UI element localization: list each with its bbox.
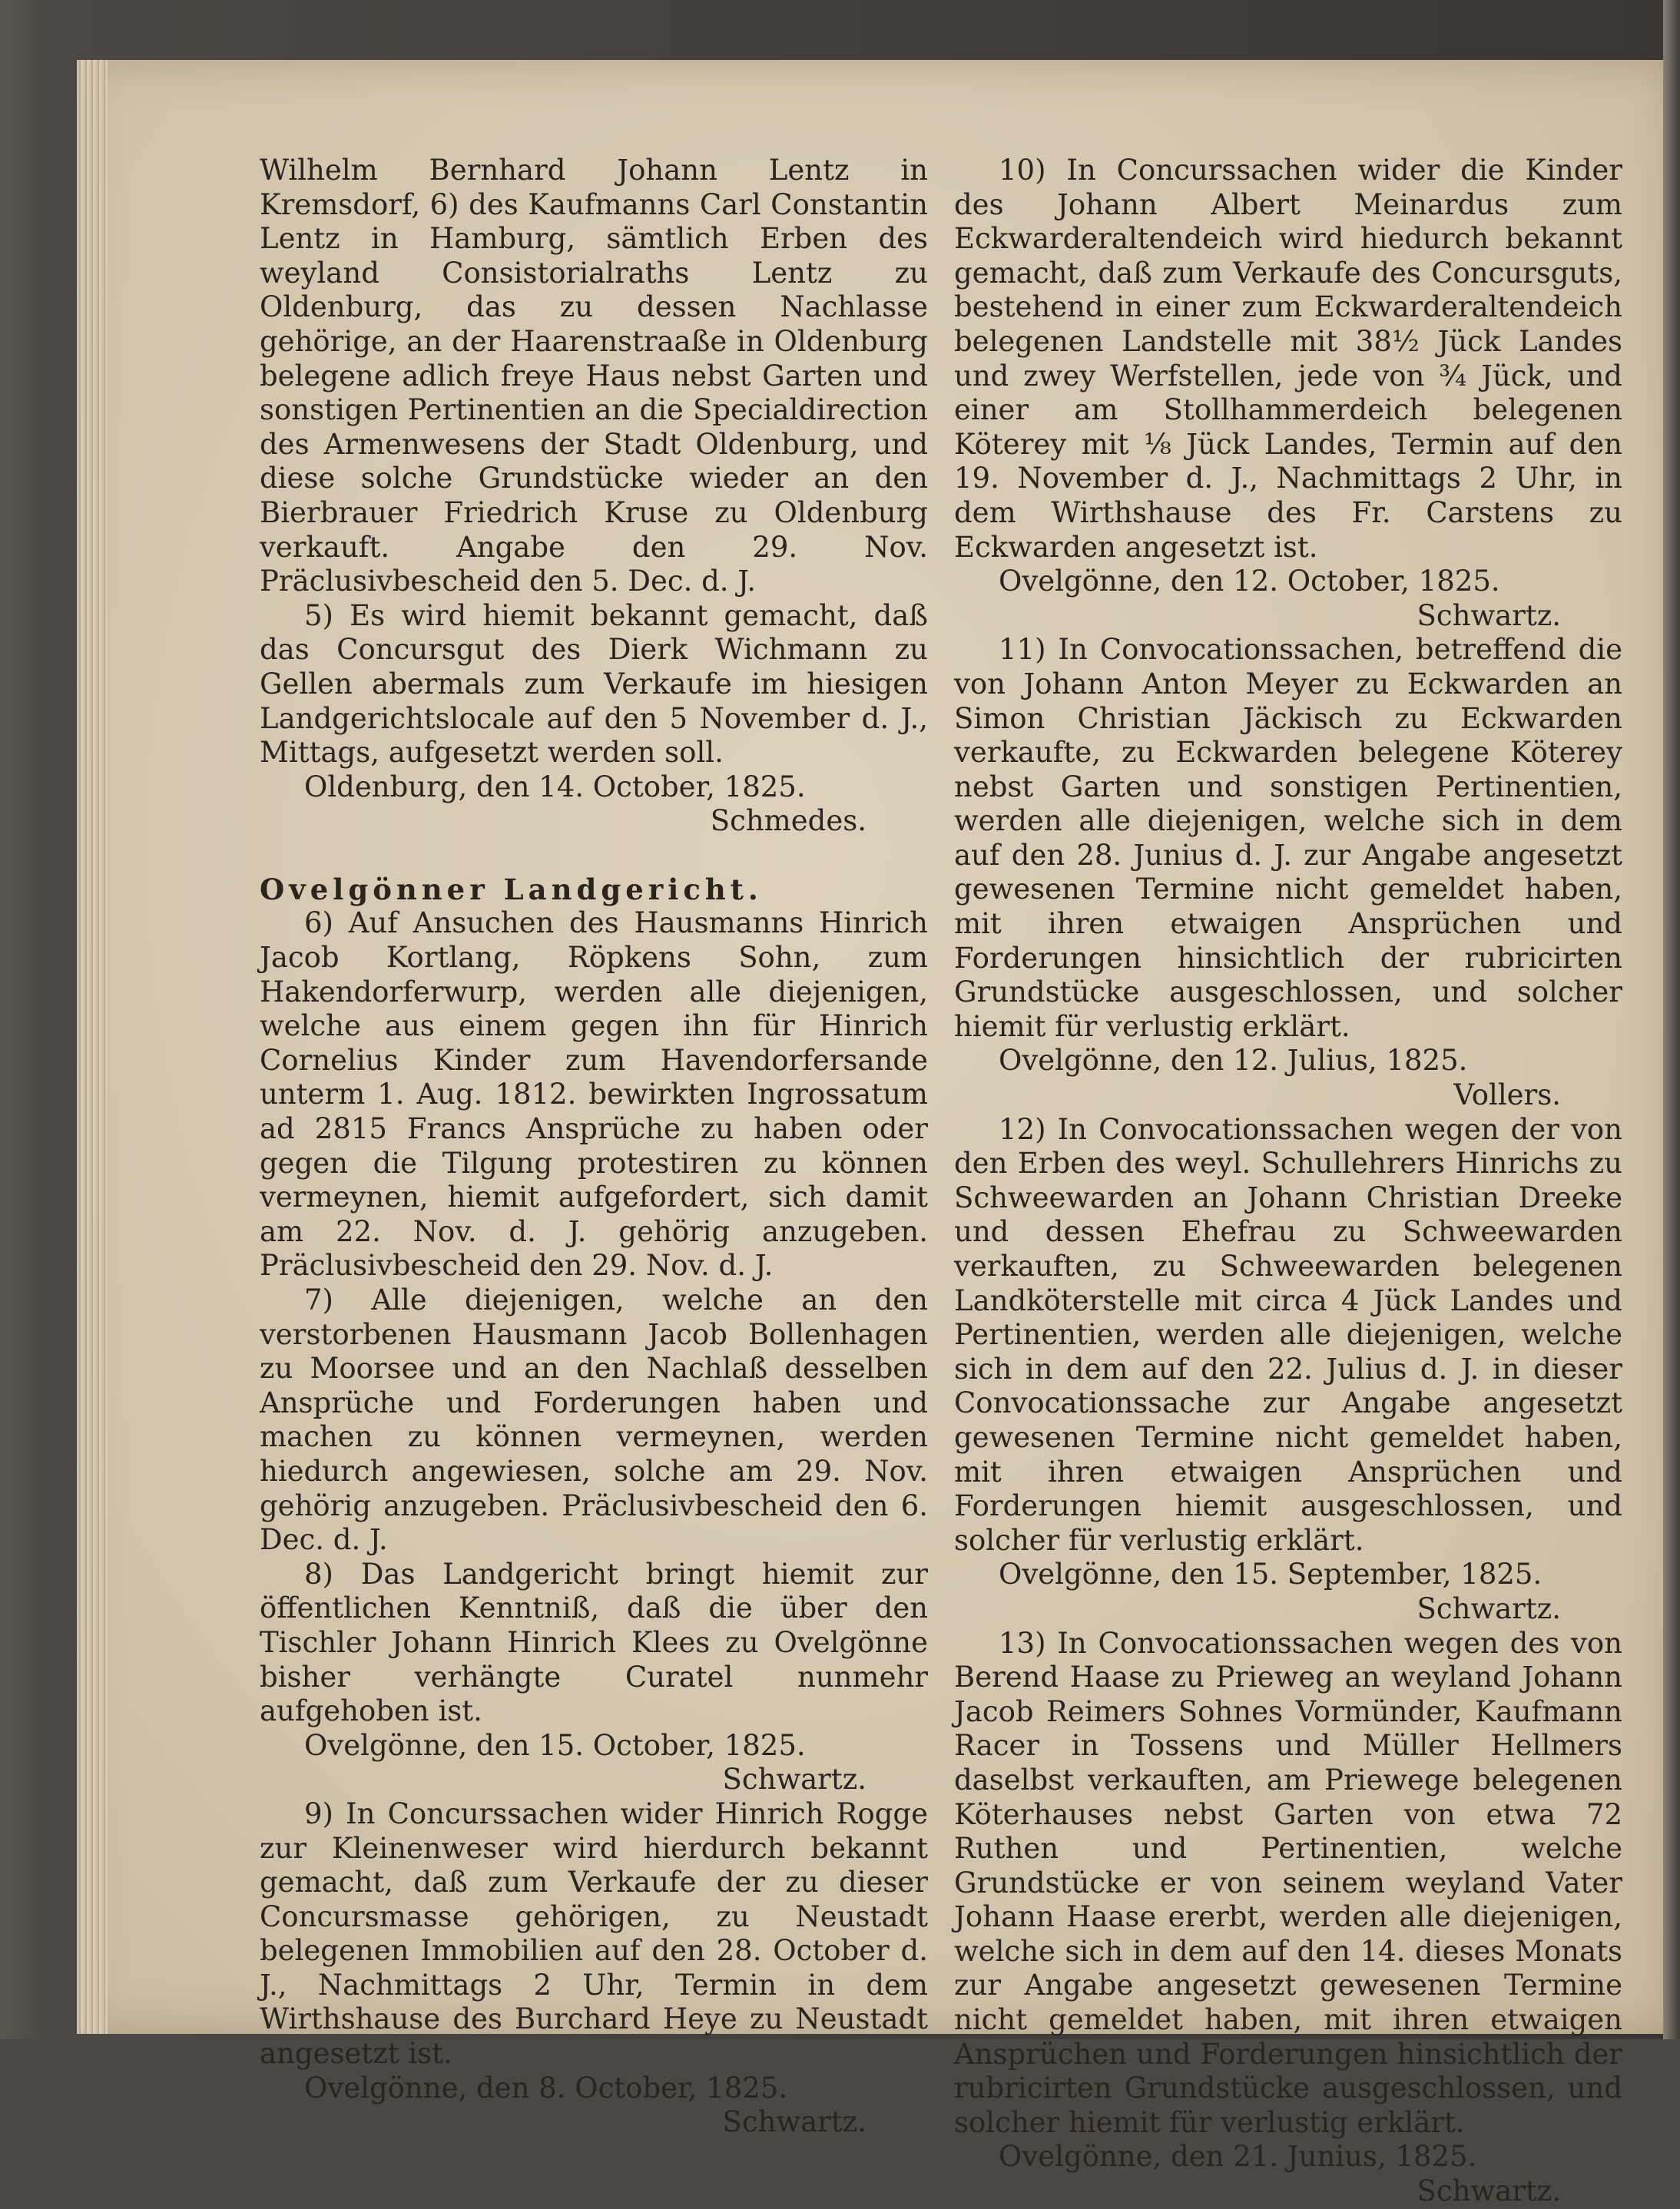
- right-column: [954, 154, 1622, 2209]
- notice-9-signature: Schwartz.: [722, 2105, 867, 2139]
- binding-shadow: [1663, 0, 1680, 2039]
- notice-7: 7) Alle diejenigen, welche an den verstorbenen Hausmann Jacob Bollenhagen zu Moorsee und an den Nachlaß desselben Ansprüche und Forderungen haben und machen zu können vermeynen, werden hiedurch angewiesen, solche am 29. Nov. gehörig anzugeben. Präclusivbescheid den 6. Dec. d. J.: [260, 1283, 928, 1557]
- notice-11-date: Ovelgönne, den 12. Julius, 1825.: [999, 1044, 1468, 1078]
- notice-12: 12) In Convocationssachen wegen der von den Erben des weyl. Schullehrers Hinrichs zu Schweewarden an Johann Christian Dreeke und dessen Ehefrau zu Schweewarden verkauften, zu Schweewarden belegenen Landköterstelle mit circa 4 Jück Landes und Pertinentien, werden alle diejenigen, welche sich in dem auf den 22. Julius d. J. in dieser Convocationssache zur Angabe angesetzt gewesenen Termine nicht gemeldet haben, mit ihren etwaigen Ansprüchen und Forderungen hiemit ausgeschlossen, und solcher für verlustig erklärt.: [954, 1112, 1622, 1557]
- notice-10-signature: Schwartz.: [1417, 598, 1561, 632]
- court-heading: Ovelgönner Landgericht.: [260, 872, 763, 906]
- notice-11: 11) In Convocationssachen, betreffend die von Johann Anton Meyer zu Eckwarden an Simon Christian Jäckisch zu Eckwarden verkaufte, zu Eckwarden belegene Köterey nebst Garten und sonstigen Pertinentien, werden alle diejenigen, welche sich in dem auf den 28. Junius d. J. zur Angabe angesetzt gewesenen Termine nicht gemeldet haben, mit ihren etwaigen Ansprüchen und Forderungen hinsichtlich der rubricirten Grundstücke ausgeschlossen, und solcher hiemit für verlustig erklärt.: [954, 633, 1622, 1043]
- notice-8: 8) Das Landgericht bringt hiemit zur öffentlichen Kenntniß, daß die über den Tischler Johann Hinrich Klees zu Ovelgönne bisher verhängte Curatel nunmehr aufgehoben ist.: [260, 1557, 928, 1728]
- notice-11-signature: Vollers.: [1453, 1078, 1561, 1112]
- notice-9-date: Ovelgönne, den 8. October, 1825.: [304, 2071, 788, 2105]
- notice-9: 9) In Concurssachen wider Hinrich Rogge zur Kleinenweser wird hierdurch bekannt gemacht, daß zum Verkaufe der zu dieser Concursmasse gehörigen, zu Neustadt belegenen Immobilien auf den 28. October d. J., Nachmittags 2 Uhr, Termin in dem Wirthshause des Burchard Heye zu Neustadt angesetzt ist.: [260, 1797, 928, 2071]
- notice-13-signature: Schwartz.: [1417, 2174, 1561, 2208]
- notice-8-signature: Schwartz.: [722, 1763, 867, 1797]
- notice-continued: Wilhelm Bernhard Johann Lentz in Kremsdorf, 6) des Kaufmanns Carl Constantin Lentz in Hamburg, sämtlich Erben des weyland Consistorialraths Lentz zu Oldenburg, das zu dessen Nachlasse gehörige, an der Haarenstraaße in Oldenburg belegene adlich freye Haus nebst Garten und sonstigen Pertinentien an die Specialdirection des Armenwesens der Stadt Oldenburg, und diese solche Grundstücke wieder an den Bierbrauer Friedrich Kruse zu Oldenburg verkauft. Angabe den 29. Nov. Präclusivbescheid den 5. Dec. d. J.: [260, 154, 928, 598]
- notice-5-date: Oldenburg, den 14. October, 1825.: [304, 770, 806, 803]
- notice-8-date: Ovelgönne, den 15. October, 1825.: [304, 1728, 806, 1762]
- page-edge-stack: [77, 60, 108, 2034]
- left-column: [260, 154, 928, 2140]
- notice-13-date: Ovelgönne, den 21. Junius, 1825.: [999, 2140, 1477, 2174]
- notice-10: 10) In Concurssachen wider die Kinder des Johann Albert Meinardus zum Eckwarderaltendeich wird hiedurch bekannt gemacht, daß zum Verkaufe des Concursguts, bestehend in einer zum Eckwarderaltendeich belegenen Landstelle mit 38½ Jück Landes und zwey Werfstellen, jede von ¾ Jück, und einer am Stollhammerdeich belegenen Köterey mit ⅛ Jück Landes, Termin auf den 19. November d. J., Nachmittags 2 Uhr, in dem Wirthshause des Fr. Carstens zu Eckwarden angesetzt ist.: [954, 154, 1622, 564]
- notice-5: 5) Es wird hiemit bekannt gemacht, daß das Concursgut des Dierk Wichmann zu Gellen abermals zum Verkaufe im hiesigen Landgerichtslocale auf den 5 November d. J., Mittags, aufgesetzt werden soll.: [260, 598, 928, 770]
- notice-12-signature: Schwartz.: [1417, 1591, 1561, 1625]
- spacer: [260, 839, 928, 873]
- notice-10-date: Ovelgönne, den 12. October, 1825.: [999, 565, 1500, 598]
- notice-6: 6) Auf Ansuchen des Hausmanns Hinrich Jacob Kortlang, Röpkens Sohn, zum Hakendorferwurp, werden alle diejenigen, welche aus einem gegen ihn für Hinrich Cornelius Kinder zum Havendorfersande unterm 1. Aug. 1812. bewirkten Ingrossatum ad 2815 Francs Ansprüche zu haben oder gegen die Tilgung protestiren zu können vermeynen, hiemit aufgefordert, sich damit am 22. Nov. d. J. gehörig anzugeben. Präclusivbescheid den 29. Nov. d. J.: [260, 906, 928, 1283]
- notice-13: 13) In Convocationssachen wegen des von Berend Haase zu Prieweg an weyland Johann Jacob Reimers Sohnes Vormünder, Kaufmann Racer in Tossens und Müller Hellmers daselbst verkauften, am Priewege belegenen Köterhauses nebst Garten von etwa 72 Ruthen und Pertinentien, welche Grundstücke er von seinem weyland Vater Johann Haase ererbt, werden alle diejenigen, welche sich in dem auf den 14. dieses Monats zur Angabe angesetzt gewesenen Termine nicht gemeldet haben, mit ihren etwaigen Ansprüchen und Forderungen hinsichtlich der rubricirten Grundstücke ausgeschlossen, und solcher hiemit für verlustig erklärt.: [954, 1626, 1622, 2139]
- notice-12-date: Ovelgönne, den 15. September, 1825.: [999, 1558, 1542, 1591]
- notice-5-signature: Schmedes.: [710, 804, 867, 838]
